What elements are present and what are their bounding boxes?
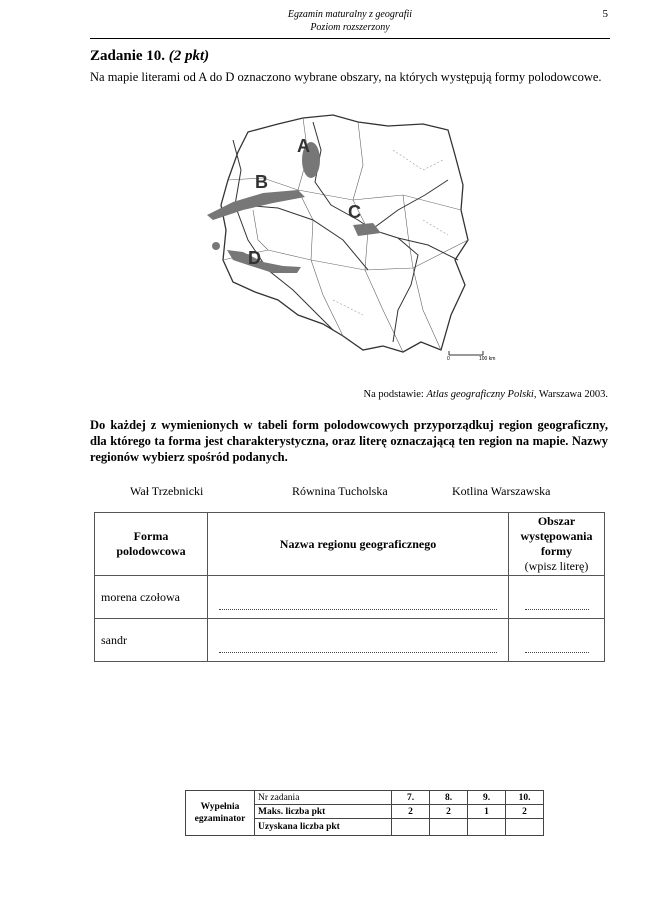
header-region: Nazwa regionu geograficznego bbox=[208, 513, 509, 576]
map-label-a: A bbox=[297, 136, 310, 156]
obtained-points-field[interactable] bbox=[430, 819, 468, 836]
form-cell: sandr bbox=[95, 619, 208, 662]
header-exam-title: Egzamin maturalny z geografii bbox=[287, 9, 413, 20]
region-d-dot bbox=[212, 242, 220, 250]
atlas-title: Atlas geograficzny Polski bbox=[426, 389, 534, 400]
obtained-points-field[interactable] bbox=[506, 819, 544, 836]
max-points-cell: 1 bbox=[468, 805, 506, 819]
map-source: Na podstawie: Atlas geograficzny Polski, Warszawa 2003. bbox=[363, 389, 608, 400]
scale-bar bbox=[447, 351, 495, 362]
letter-answer-field[interactable] bbox=[509, 619, 605, 662]
region-option: Kotlina Warszawska bbox=[452, 484, 551, 498]
page-header bbox=[90, 8, 610, 34]
obtained-points-field[interactable] bbox=[392, 819, 430, 836]
region-answer-field[interactable] bbox=[208, 619, 509, 662]
task-points: (2 pkt) bbox=[168, 48, 210, 64]
page-number: 5 bbox=[602, 8, 608, 20]
scale-end: 100 km bbox=[479, 356, 496, 362]
region-option: Równina Tucholska bbox=[292, 484, 388, 498]
map-label-b: B bbox=[255, 172, 268, 192]
answer-table bbox=[94, 512, 605, 662]
task-number-cell: 10. bbox=[506, 791, 544, 805]
task-intro: Na mapie literami od A do D oznaczono wybrane obszary, na których występują formy polodowcowe. bbox=[90, 70, 602, 84]
task-instruction: Do każdej z wymienionych w tabeli form polodowcowych przyporządkuj region geograficzny, dla którego ta forma jest charakterystyczna, oraz literę oznaczającą ten region na mapie. Nazwy regionów wybierz spośród podanych. bbox=[90, 418, 608, 464]
score-table bbox=[185, 790, 544, 836]
table-row bbox=[95, 576, 605, 619]
poland-map bbox=[193, 110, 496, 370]
letter-answer-field[interactable] bbox=[509, 576, 605, 619]
header-form: Forma polodowcowa bbox=[95, 513, 208, 576]
map-label-c: C bbox=[348, 202, 361, 222]
header-rule bbox=[90, 38, 610, 39]
obtained-points-field[interactable] bbox=[468, 819, 506, 836]
header-level: Poziom rozszerzony bbox=[310, 22, 390, 33]
score-row-label: Uzyskana liczba pkt bbox=[255, 819, 392, 836]
task-title bbox=[90, 48, 209, 65]
max-points-cell: 2 bbox=[506, 805, 544, 819]
score-row-label: Nr zadania bbox=[255, 791, 392, 805]
header-area: Obszar występowania formy (wpisz literę) bbox=[509, 513, 605, 576]
max-points-cell: 2 bbox=[392, 805, 430, 819]
task-number-cell: 7. bbox=[392, 791, 430, 805]
region-answer-field[interactable] bbox=[208, 576, 509, 619]
task-number-cell: 9. bbox=[468, 791, 506, 805]
form-cell: morena czołowa bbox=[95, 576, 208, 619]
max-points-cell: 2 bbox=[430, 805, 468, 819]
region-option: Wał Trzebnicki bbox=[130, 484, 204, 498]
table-row bbox=[95, 619, 605, 662]
score-row-label: Maks. liczba pkt bbox=[255, 805, 392, 819]
scale-start: 0 bbox=[447, 356, 450, 362]
task-number: Zadanie 10. bbox=[90, 48, 166, 64]
examiner-label: Wypełnia egzaminator bbox=[186, 791, 255, 836]
map-label-d: D bbox=[248, 248, 261, 268]
poland-outline bbox=[221, 115, 468, 352]
task-number-cell: 8. bbox=[430, 791, 468, 805]
